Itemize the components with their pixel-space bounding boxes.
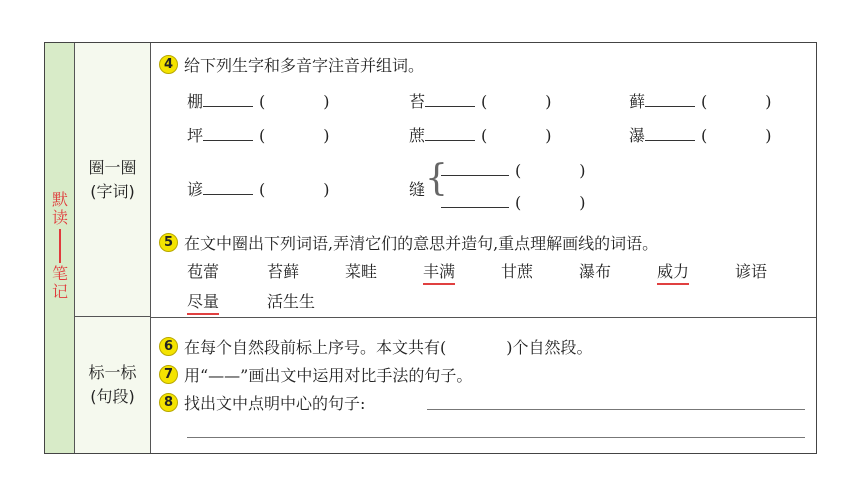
- question-7: [159, 363, 472, 386]
- sidebar-title: [52, 191, 68, 301]
- sidebar-char: 读: [52, 208, 69, 227]
- poly-line-2: [441, 193, 586, 212]
- paren-close: ): [323, 126, 330, 145]
- vocab-word: 瀑布: [579, 262, 612, 281]
- category-subtitle: (句段): [90, 387, 135, 406]
- vocab-word: 菜畦: [345, 262, 378, 281]
- pinyin-blank[interactable]: [425, 92, 475, 107]
- char-item: [187, 177, 330, 200]
- vocab-word: 活生生: [267, 292, 316, 311]
- vocab-word: 谚语: [735, 262, 768, 281]
- question-4: [159, 53, 424, 76]
- category-title: 标一标: [88, 363, 137, 382]
- vocab-word: 苞蕾: [187, 262, 220, 281]
- paren-close: ): [323, 92, 330, 111]
- char-item: [187, 123, 330, 146]
- paren-close: ): [579, 161, 586, 180]
- question-text: 在每个自然段前标上序号。本文共有(: [184, 338, 447, 357]
- content-area: [151, 43, 816, 453]
- pinyin-blank[interactable]: [203, 126, 253, 141]
- paren-open: (: [481, 126, 488, 145]
- char: 坪: [187, 126, 204, 145]
- paren-open: (: [701, 92, 708, 111]
- sidebar-char: 记: [52, 282, 69, 301]
- char-item: [409, 89, 552, 112]
- char-item: [409, 123, 552, 146]
- char-item: [629, 89, 772, 112]
- paren-open: (: [259, 126, 266, 145]
- poly-char: 缝: [409, 180, 426, 199]
- paren-close: ): [545, 92, 552, 111]
- pinyin-blank[interactable]: [425, 126, 475, 141]
- category-title: 圈一圈: [88, 157, 137, 177]
- pinyin-blank[interactable]: [441, 193, 509, 208]
- char: 藓: [629, 92, 646, 111]
- worksheet-table: [44, 42, 817, 454]
- answer-line[interactable]: [187, 437, 805, 438]
- sidebar-column: [45, 43, 75, 453]
- pinyin-blank[interactable]: [203, 92, 253, 107]
- question-number-badge: 7: [159, 365, 178, 384]
- question-number-badge: 6: [159, 337, 178, 356]
- pinyin-blank[interactable]: [441, 161, 509, 176]
- category-sentences: [75, 317, 151, 453]
- char: 蔗: [409, 126, 426, 145]
- sidebar-char: 笔: [52, 264, 69, 283]
- question-5: [159, 231, 658, 254]
- question-8: [159, 391, 365, 414]
- paren-open: (: [701, 126, 708, 145]
- question-text: 用“——”画出文中运用对比手法的句子。: [184, 366, 473, 385]
- sidebar-char: 默: [52, 190, 69, 209]
- paren-close: ): [765, 126, 772, 145]
- vocab-word-underlined: 丰满: [423, 259, 455, 285]
- paren-open: (: [259, 92, 266, 111]
- char: 苔: [409, 92, 426, 111]
- char: 谚: [187, 180, 204, 199]
- paren-close: ): [579, 193, 586, 212]
- vocab-word-underlined: 尽量: [187, 289, 219, 315]
- category-subtitle: (字词): [90, 181, 135, 201]
- question-text: 在文中圈出下列词语,弄清它们的意思并造句,重点理解画线的词语。: [184, 234, 659, 253]
- question-text: )个自然段。: [506, 338, 593, 357]
- category-words: [75, 43, 151, 317]
- paren-open: (: [259, 180, 266, 199]
- vocab-word-underlined: 威力: [657, 259, 689, 285]
- answer-line[interactable]: [427, 409, 805, 410]
- sidebar-dash: [59, 229, 61, 263]
- brace-icon: {: [425, 158, 448, 199]
- question-6: [159, 335, 593, 358]
- char-item: [629, 123, 772, 146]
- paren-open: (: [481, 92, 488, 111]
- vocab-word: 苔藓: [267, 262, 300, 281]
- paren-close: ): [323, 180, 330, 199]
- char-item: [187, 89, 330, 112]
- paren-open: (: [515, 161, 522, 180]
- question-number-badge: 8: [159, 393, 178, 412]
- vocab-word: 甘蔗: [501, 262, 534, 281]
- paren-open: (: [515, 193, 522, 212]
- pinyin-blank[interactable]: [203, 180, 253, 195]
- paren-close: ): [545, 126, 552, 145]
- row-divider: [151, 317, 816, 318]
- question-text: 找出文中点明中心的句子:: [184, 394, 366, 413]
- char: 棚: [187, 92, 204, 111]
- char: 瀑: [629, 126, 646, 145]
- poly-line-1: [441, 161, 586, 180]
- question-text: 给下列生字和多音字注音并组词。: [184, 56, 425, 75]
- question-number-badge: 5: [159, 233, 178, 252]
- paren-close: ): [765, 92, 772, 111]
- pinyin-blank[interactable]: [645, 126, 695, 141]
- question-number-badge: 4: [159, 55, 178, 74]
- pinyin-blank[interactable]: [645, 92, 695, 107]
